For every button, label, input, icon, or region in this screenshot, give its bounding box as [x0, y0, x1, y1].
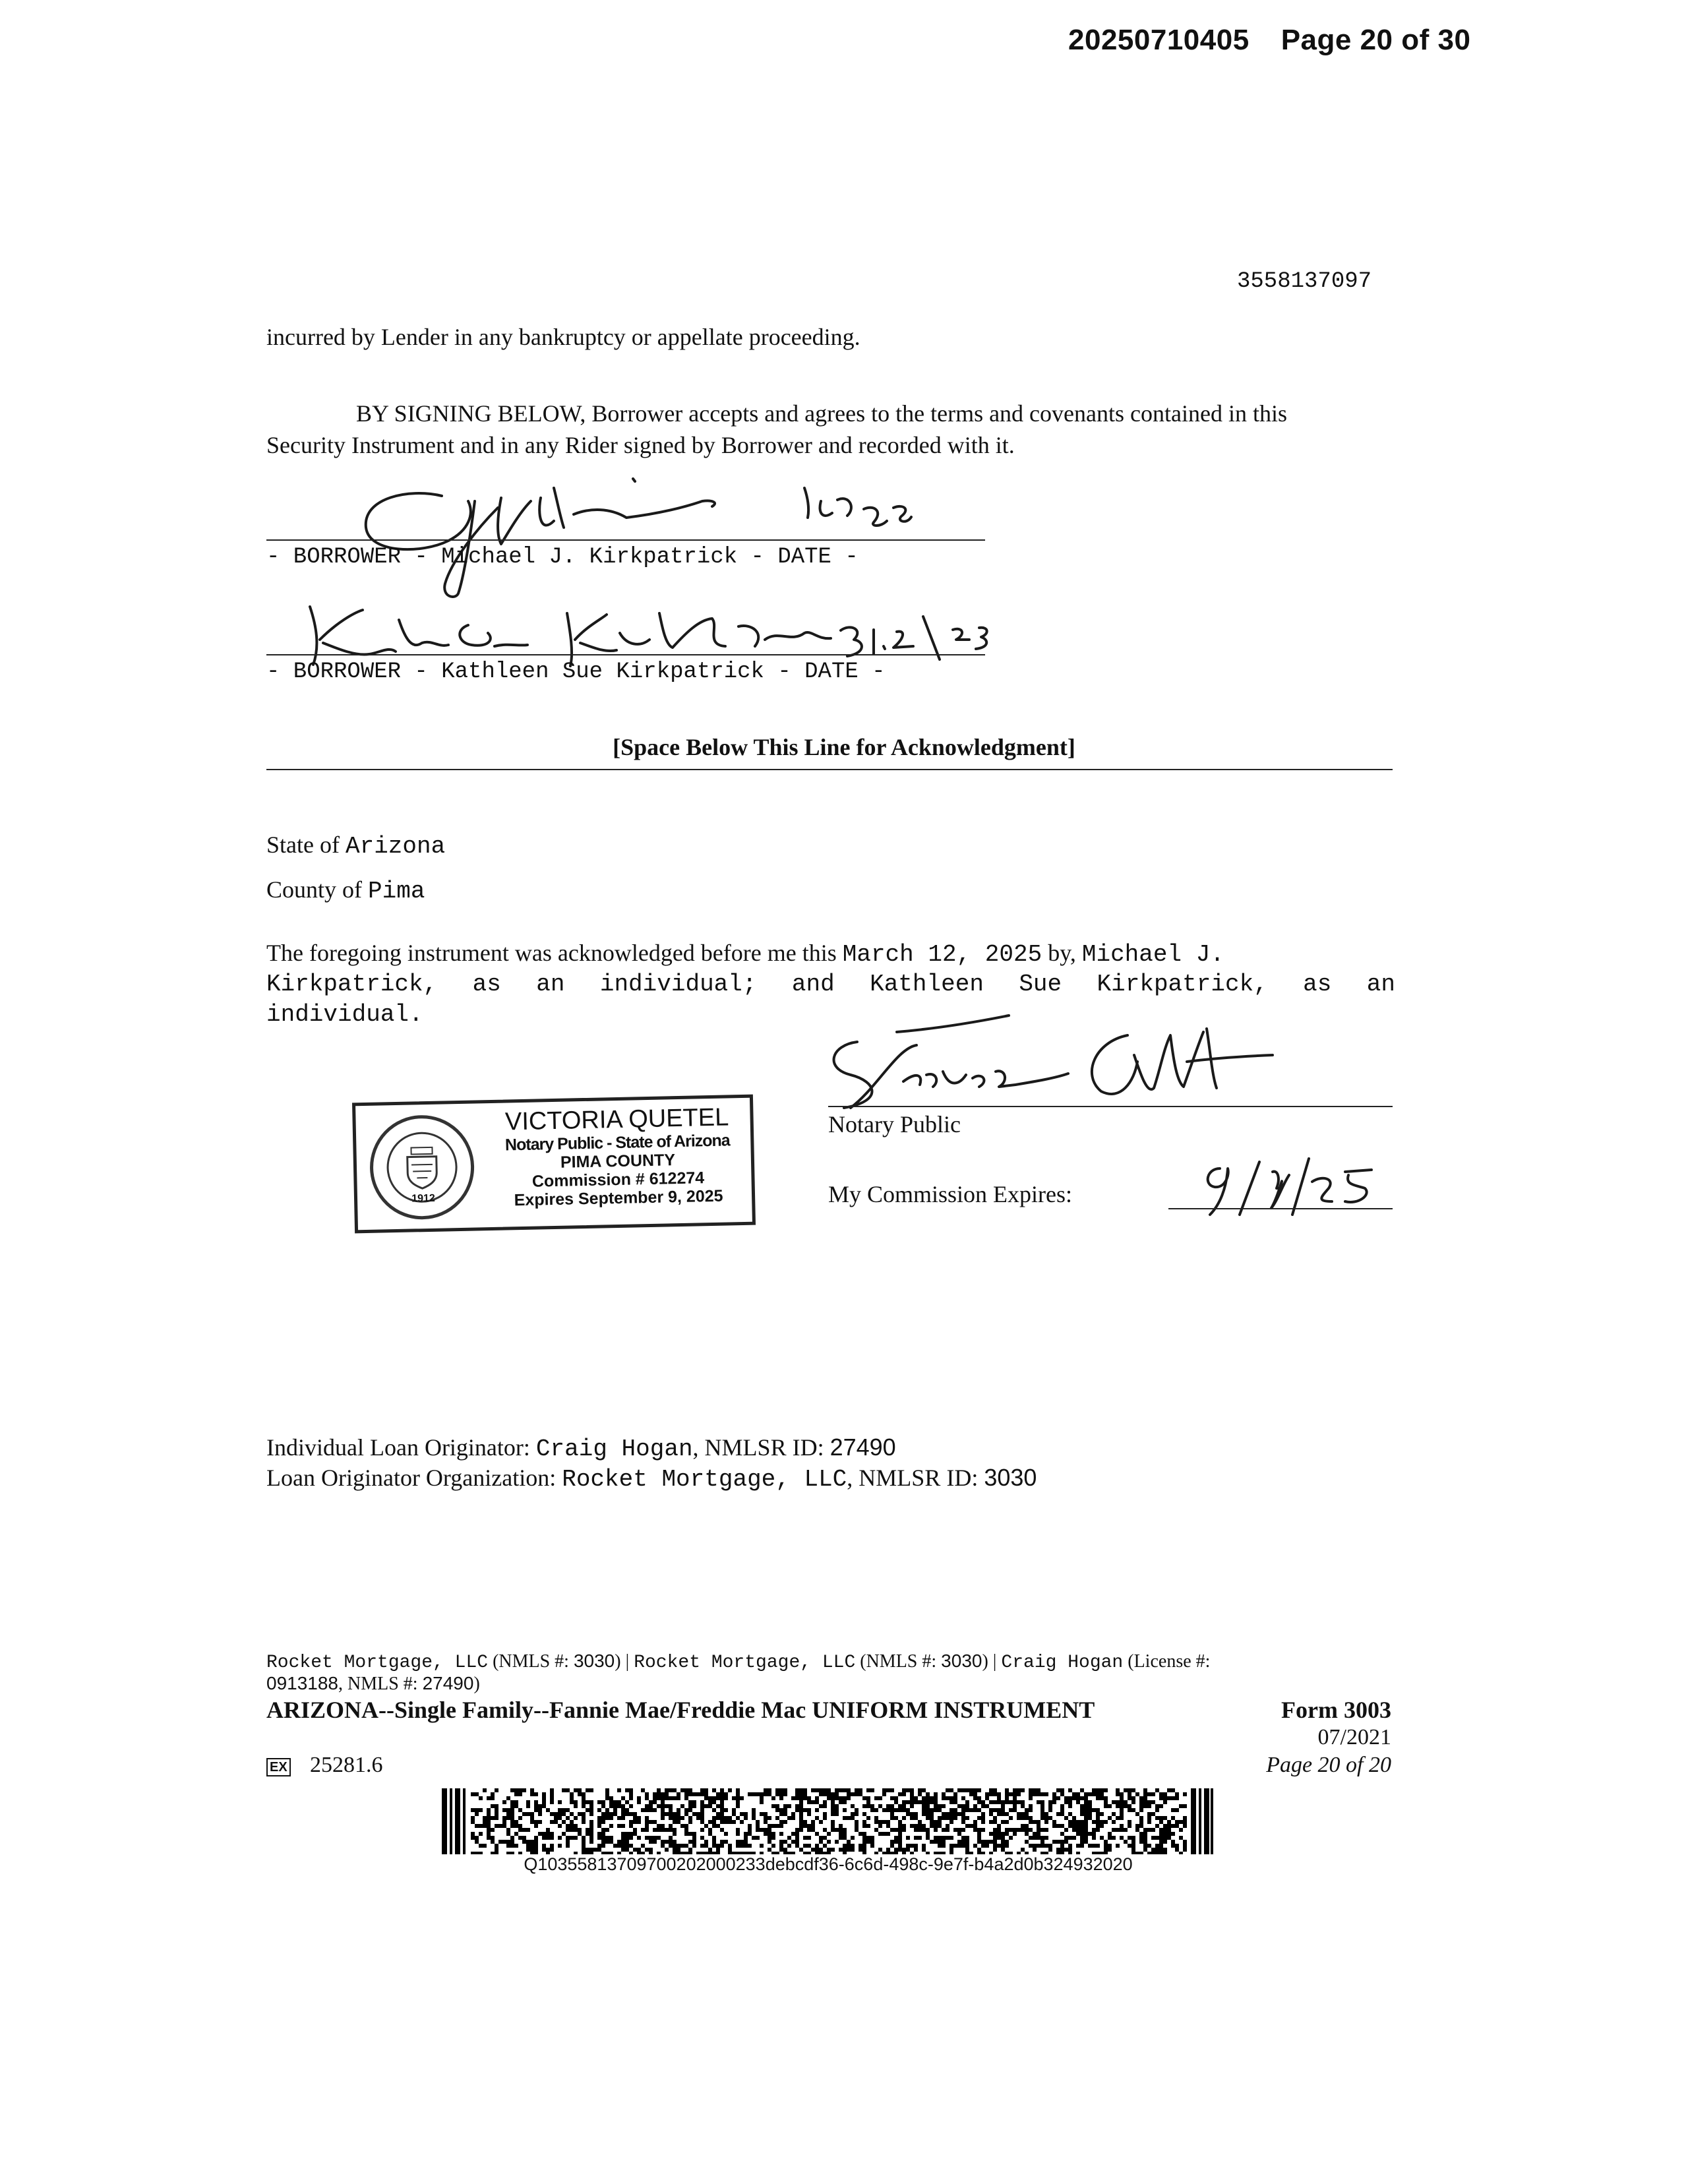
- individual-originator-name: Craig Hogan: [535, 1436, 693, 1463]
- notary-stamp: [352, 1095, 756, 1234]
- borrower1-name: Michael J. Kirkpatrick: [441, 545, 738, 570]
- paragraph-2-line2: Security Instrument and in any Rider signed by Borrower and recorded with it.: [266, 432, 1015, 458]
- footer-close-paren: ): [473, 1674, 480, 1694]
- organization-originator-name: Rocket Mortgage, LLC: [562, 1466, 847, 1493]
- footer-sep-2: ) |: [982, 1651, 1002, 1672]
- stamp-name: VICTORIA QUETEL: [504, 1103, 729, 1136]
- footer-nmls-label-1: (NMLS #:: [488, 1651, 574, 1672]
- individual-originator-label: Individual Loan Originator:: [266, 1434, 530, 1461]
- borrower1-signature-handwriting: [343, 462, 963, 600]
- acknowledgment-text: [266, 938, 1395, 970]
- ack-names-3: individual.: [266, 1001, 423, 1028]
- acknowledgment-divider: [266, 769, 1393, 770]
- commission-date-handwriting: [1174, 1149, 1424, 1221]
- county-line: [266, 874, 425, 907]
- barcode-text: Q10355813709700202000233debcdf36-6c6d-498c-9e7f-b4a2d0b324932020: [524, 1854, 1133, 1874]
- paragraph-1: incurred by Lender in any bankruptcy or appellate proceeding.: [266, 324, 860, 350]
- footer-nmls-label-2: (NMLS #:: [855, 1651, 942, 1672]
- ex-badge-icon: EX: [266, 1758, 291, 1776]
- footer-nmls-label-3: , NMLS #:: [338, 1674, 423, 1694]
- recording-header: [1068, 24, 1470, 57]
- acknowledgment-heading: [Space Below This Line for Acknowledgment]: [613, 734, 1075, 760]
- commission-date-line: [1168, 1208, 1393, 1209]
- footer-nmls-2: 3030: [941, 1651, 982, 1671]
- footer-form-title: [266, 1696, 1095, 1724]
- seal-year: 1912: [411, 1192, 436, 1205]
- individual-originator-id-label: , NMLSR ID:: [692, 1434, 824, 1461]
- organization-originator-id-label: , NMLSR ID:: [847, 1465, 979, 1491]
- notary-signature-handwriting: [818, 1009, 1319, 1114]
- footer-originator-name: Craig Hogan: [1001, 1653, 1124, 1673]
- paragraph-2-line1: BY SIGNING BELOW, Borrower accepts and agrees to the terms and covenants contained in this: [356, 400, 1287, 427]
- notary-public-label: Notary Public: [828, 1111, 961, 1138]
- footer-sep-1: ) |: [615, 1651, 634, 1672]
- stamp-county: PIMA COUNTY: [560, 1151, 676, 1172]
- borrower2-date-label: - DATE -: [777, 659, 886, 684]
- county-label: County of: [266, 876, 363, 903]
- footer-form-number: Form 3003: [1281, 1697, 1391, 1723]
- footer-form-title-text: --Single Family--Fannie Mae/Freddie Mac UNIFORM INSTRUMENT: [378, 1697, 1095, 1723]
- organization-originator-line: [266, 1463, 1037, 1495]
- footer-org-1: Rocket Mortgage, LLC: [266, 1653, 489, 1673]
- footer-license-number: 0913188: [266, 1673, 339, 1693]
- ack-names-1: Michael J.: [1081, 941, 1224, 968]
- borrower2-label: [266, 659, 886, 684]
- notary-signature-line: [828, 1106, 1393, 1107]
- stamp-line2: Notary Public - State of Arizona: [504, 1131, 730, 1155]
- footer-form-date: 07/2021: [1317, 1725, 1391, 1749]
- barcode: [442, 1788, 1215, 1854]
- county-value: Pima: [368, 878, 425, 905]
- organization-originator-label: Loan Originator Organization:: [266, 1465, 557, 1491]
- borrower1-label: [266, 545, 859, 570]
- borrower1-signature-line: [266, 539, 985, 541]
- borrower1-date-label: - DATE -: [750, 545, 859, 570]
- footer-org-2: Rocket Mortgage, LLC: [634, 1653, 856, 1673]
- state-line: [266, 830, 445, 862]
- stamp-commission: Commission # 612274: [531, 1168, 705, 1191]
- ack-text-intro: The foregoing instrument was acknowledged before me this: [266, 940, 837, 966]
- state-label: State of: [266, 832, 340, 858]
- ack-names-2: Kirkpatrick, as an individual; and Kathleen Sue Kirkpatrick, as an: [266, 971, 1395, 998]
- borrower2-prefix: - BORROWER -: [266, 659, 428, 684]
- ack-text-by: by,: [1048, 940, 1076, 966]
- borrower2-name: Kathleen Sue Kirkpatrick: [441, 659, 764, 684]
- stamp-expires: Expires September 9, 2025: [514, 1186, 723, 1210]
- footer-nmls-3: 27490: [422, 1673, 474, 1693]
- individual-originator-id: 27490: [829, 1434, 896, 1461]
- footer-licensing-line2: [266, 1672, 480, 1695]
- borrower2-signature-line: [266, 654, 985, 655]
- organization-originator-id: 3030: [984, 1464, 1037, 1491]
- loan-number: 3558137097: [1237, 269, 1372, 294]
- ack-date: March 12, 2025: [842, 941, 1042, 968]
- commission-label: My Commission Expires:: [828, 1181, 1073, 1207]
- footer-license-label: (License #:: [1123, 1651, 1211, 1672]
- recording-number: 20250710405: [1068, 24, 1250, 56]
- footer-state: ARIZONA: [266, 1697, 379, 1723]
- footer-nmls-1: 3030: [573, 1651, 615, 1671]
- stamp-text: [485, 1103, 750, 1210]
- footer-licensing-line1: [266, 1650, 1210, 1674]
- recording-page: Page 20 of 30: [1281, 24, 1471, 56]
- state-value: Arizona: [345, 833, 446, 860]
- footer-doc-code: 25281.6: [310, 1753, 383, 1777]
- individual-originator-line: [266, 1432, 896, 1465]
- footer-page: Page 20 of 20: [1266, 1753, 1391, 1777]
- borrower1-prefix: - BORROWER -: [266, 545, 428, 570]
